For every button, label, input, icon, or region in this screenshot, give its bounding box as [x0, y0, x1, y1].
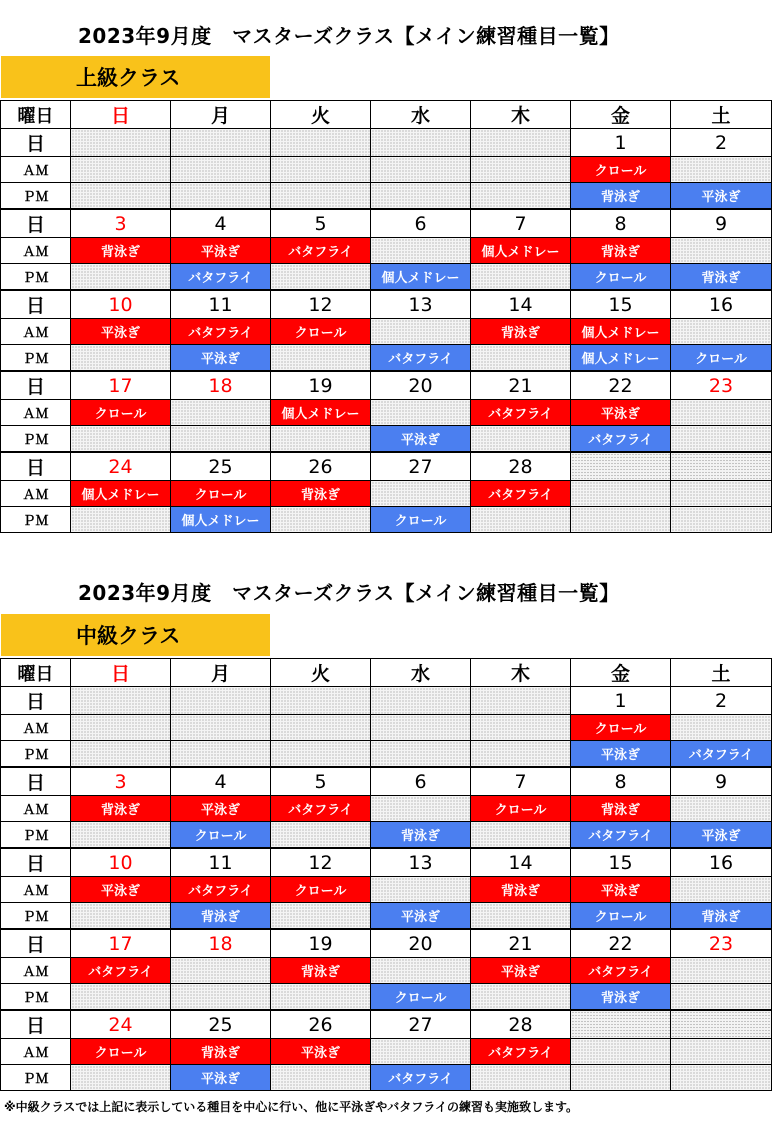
date-cell: 13 [371, 290, 471, 319]
am-session-cell: バタフライ [171, 877, 271, 903]
pm-session-cell [71, 426, 171, 453]
pm-session-cell: クロール [571, 903, 671, 930]
date-row-label: 日 [1, 209, 71, 238]
pm-session-cell: クロール [671, 345, 772, 372]
am-row-label: ＡＭ [1, 238, 71, 264]
date-cell: 24 [71, 452, 171, 481]
date-cell [571, 1010, 671, 1039]
pm-session-cell [271, 903, 371, 930]
pm-session-cell: 個人メドレー [171, 507, 271, 533]
date-row-label: 日 [1, 129, 71, 157]
date-cell: 10 [71, 290, 171, 319]
weekday-header-cell: 金 [571, 659, 671, 687]
am-session-cell [371, 715, 471, 741]
pm-session-cell: バタフライ [371, 1065, 471, 1091]
weekday-header-cell: 金 [571, 101, 671, 129]
weekday-header-row [1, 659, 772, 687]
weekday-header-row [1, 101, 772, 129]
pm-session-cell [171, 183, 271, 210]
pm-row [1, 426, 772, 453]
weekday-header-cell: 日 [71, 659, 171, 687]
am-session-cell [171, 157, 271, 183]
pm-session-cell [71, 264, 171, 291]
date-cell [271, 129, 371, 157]
date-cell: 23 [671, 371, 772, 400]
weekday-header-cell: 木 [471, 659, 571, 687]
pm-row [1, 1065, 772, 1091]
date-cell: 25 [171, 1010, 271, 1039]
pm-session-cell [471, 822, 571, 849]
pm-session-cell: 背泳ぎ [171, 903, 271, 930]
pm-row [1, 822, 772, 849]
date-row-label: 日 [1, 290, 71, 319]
am-session-cell: 平泳ぎ [571, 400, 671, 426]
schedule-table-intermediate [0, 658, 772, 1091]
date-cell: 26 [271, 452, 371, 481]
date-cell: 27 [371, 452, 471, 481]
date-row-label: 日 [1, 687, 71, 715]
am-session-cell: 個人メドレー [571, 319, 671, 345]
pm-session-cell [271, 426, 371, 453]
am-row [1, 796, 772, 822]
date-cell: 16 [671, 848, 772, 877]
am-row [1, 958, 772, 984]
date-cell: 1 [571, 687, 671, 715]
am-session-cell: バタフライ [271, 796, 371, 822]
pm-session-cell [671, 507, 772, 533]
am-session-cell [471, 157, 571, 183]
am-session-cell [371, 319, 471, 345]
pm-row-label: ＰＭ [1, 264, 71, 291]
date-cell: 24 [71, 1010, 171, 1039]
pm-row [1, 264, 772, 291]
date-cell: 27 [371, 1010, 471, 1039]
footnote: ※中級クラスでは上記に表示している種目を中心に行い、他に平泳ぎやバタフライの練習も実施致します。 [4, 1100, 578, 1114]
am-session-cell [371, 481, 471, 507]
date-row [1, 767, 772, 796]
am-row-label: ＡＭ [1, 400, 71, 426]
pm-session-cell: クロール [371, 984, 471, 1011]
date-row [1, 929, 772, 958]
date-cell: 18 [171, 371, 271, 400]
pm-session-cell: 平泳ぎ [671, 822, 772, 849]
weekday-header-cell: 月 [171, 659, 271, 687]
schedule-table-advanced [0, 100, 772, 533]
am-session-cell: 背泳ぎ [271, 958, 371, 984]
pm-row [1, 903, 772, 930]
pm-row [1, 507, 772, 533]
date-cell: 18 [171, 929, 271, 958]
am-row [1, 1039, 772, 1065]
pm-session-cell: 背泳ぎ [371, 822, 471, 849]
am-row [1, 238, 772, 264]
date-cell: 17 [71, 371, 171, 400]
am-row-label: ＡＭ [1, 1039, 71, 1065]
am-session-cell [671, 400, 772, 426]
date-cell: 15 [571, 290, 671, 319]
am-session-cell [371, 238, 471, 264]
weekday-header-cell: 火 [271, 101, 371, 129]
am-row-label: ＡＭ [1, 715, 71, 741]
pm-session-cell: 平泳ぎ [171, 345, 271, 372]
date-cell [171, 687, 271, 715]
date-row-label: 日 [1, 371, 71, 400]
pm-session-cell: バタフライ [171, 264, 271, 291]
pm-session-cell [371, 741, 471, 768]
am-row-label: ＡＭ [1, 877, 71, 903]
am-session-cell: クロール [471, 796, 571, 822]
date-row [1, 371, 772, 400]
date-cell: 11 [171, 290, 271, 319]
am-row-label: ＡＭ [1, 958, 71, 984]
pm-session-cell [71, 822, 171, 849]
date-cell: 7 [471, 767, 571, 796]
section-title: 2023年9月度 マスターズクラス【メイン練習種目一覧】 [78, 24, 620, 48]
am-session-cell: 背泳ぎ [471, 319, 571, 345]
date-cell: 21 [471, 371, 571, 400]
date-cell: 5 [271, 767, 371, 796]
section-title: 2023年9月度 マスターズクラス【メイン練習種目一覧】 [78, 581, 620, 605]
am-session-cell [671, 238, 772, 264]
pm-row-label: ＰＭ [1, 507, 71, 533]
am-row-label: ＡＭ [1, 319, 71, 345]
weekday-header-cell: 月 [171, 101, 271, 129]
date-cell: 12 [271, 290, 371, 319]
am-session-cell: バタフライ [471, 481, 571, 507]
am-row [1, 715, 772, 741]
date-cell: 8 [571, 209, 671, 238]
date-cell: 19 [271, 371, 371, 400]
am-session-cell [71, 715, 171, 741]
date-cell: 11 [171, 848, 271, 877]
am-session-cell [371, 958, 471, 984]
weekday-header-label: 曜日 [1, 101, 71, 129]
am-session-cell: 個人メドレー [71, 481, 171, 507]
date-cell: 20 [371, 371, 471, 400]
date-cell: 8 [571, 767, 671, 796]
date-cell: 4 [171, 209, 271, 238]
pm-row-label: ＰＭ [1, 822, 71, 849]
date-cell: 9 [671, 767, 772, 796]
pm-session-cell: 背泳ぎ [671, 903, 772, 930]
am-session-cell: 背泳ぎ [171, 1039, 271, 1065]
pm-session-cell [271, 822, 371, 849]
pm-session-cell: クロール [571, 264, 671, 291]
am-session-cell: バタフライ [471, 400, 571, 426]
am-session-cell [371, 796, 471, 822]
am-session-cell: クロール [271, 319, 371, 345]
pm-session-cell [271, 345, 371, 372]
pm-session-cell [571, 1065, 671, 1091]
pm-session-cell [671, 984, 772, 1011]
pm-session-cell [71, 183, 171, 210]
am-session-cell [371, 400, 471, 426]
pm-row-label: ＰＭ [1, 741, 71, 768]
date-cell [671, 452, 772, 481]
pm-session-cell [171, 741, 271, 768]
pm-row-label: ＰＭ [1, 984, 71, 1011]
weekday-header-label: 曜日 [1, 659, 71, 687]
date-cell: 12 [271, 848, 371, 877]
date-cell: 5 [271, 209, 371, 238]
date-row [1, 209, 772, 238]
date-cell [71, 687, 171, 715]
pm-session-cell: 背泳ぎ [571, 984, 671, 1011]
am-session-cell [271, 715, 371, 741]
pm-session-cell [71, 507, 171, 533]
pm-session-cell [471, 903, 571, 930]
class-badge: 中級クラス [1, 614, 270, 656]
weekday-header-cell: 木 [471, 101, 571, 129]
date-row-label: 日 [1, 1010, 71, 1039]
pm-session-cell: 平泳ぎ [171, 1065, 271, 1091]
pm-session-cell: バタフライ [571, 822, 671, 849]
weekday-header-cell: 土 [671, 101, 772, 129]
am-session-cell [171, 715, 271, 741]
am-session-cell: 背泳ぎ [71, 238, 171, 264]
am-row [1, 481, 772, 507]
am-session-cell [671, 877, 772, 903]
am-session-cell [671, 1039, 772, 1065]
pm-session-cell [271, 183, 371, 210]
date-cell [471, 687, 571, 715]
date-cell: 25 [171, 452, 271, 481]
pm-session-cell [271, 741, 371, 768]
am-row [1, 877, 772, 903]
pm-row [1, 984, 772, 1011]
pm-session-cell: バタフライ [371, 345, 471, 372]
pm-session-cell: バタフライ [571, 426, 671, 453]
date-cell: 7 [471, 209, 571, 238]
pm-session-cell: 平泳ぎ [371, 903, 471, 930]
pm-session-cell [471, 507, 571, 533]
pm-session-cell [71, 345, 171, 372]
date-row [1, 452, 772, 481]
date-cell [71, 129, 171, 157]
date-cell: 6 [371, 767, 471, 796]
am-session-cell: 平泳ぎ [71, 877, 171, 903]
am-session-cell [471, 715, 571, 741]
pm-session-cell: 背泳ぎ [571, 183, 671, 210]
am-session-cell: 背泳ぎ [571, 238, 671, 264]
am-session-cell [671, 481, 772, 507]
pm-row [1, 183, 772, 210]
am-session-cell: クロール [571, 157, 671, 183]
date-cell: 20 [371, 929, 471, 958]
am-session-cell [171, 958, 271, 984]
am-session-cell: クロール [71, 1039, 171, 1065]
pm-session-cell [71, 1065, 171, 1091]
am-session-cell [271, 157, 371, 183]
am-session-cell: バタフライ [271, 238, 371, 264]
date-cell [671, 1010, 772, 1039]
am-session-cell: 背泳ぎ [71, 796, 171, 822]
am-session-cell: バタフライ [471, 1039, 571, 1065]
am-session-cell [71, 157, 171, 183]
am-session-cell [571, 1039, 671, 1065]
pm-session-cell [671, 426, 772, 453]
weekday-header-cell: 火 [271, 659, 371, 687]
am-row-label: ＡＭ [1, 157, 71, 183]
date-row-label: 日 [1, 452, 71, 481]
date-row-label: 日 [1, 848, 71, 877]
date-cell: 14 [471, 848, 571, 877]
pm-session-cell [171, 984, 271, 1011]
am-session-cell: バタフライ [571, 958, 671, 984]
weekday-header-cell: 日 [71, 101, 171, 129]
am-session-cell: クロール [571, 715, 671, 741]
class-badge: 上級クラス [1, 56, 270, 98]
pm-session-cell [471, 741, 571, 768]
am-session-cell: 平泳ぎ [171, 796, 271, 822]
am-session-cell [371, 157, 471, 183]
pm-session-cell: 平泳ぎ [371, 426, 471, 453]
pm-session-cell [271, 984, 371, 1011]
am-session-cell [171, 400, 271, 426]
date-row [1, 848, 772, 877]
pm-row-label: ＰＭ [1, 183, 71, 210]
pm-session-cell [571, 507, 671, 533]
pm-session-cell [671, 1065, 772, 1091]
am-session-cell [671, 319, 772, 345]
am-session-cell: バタフライ [171, 319, 271, 345]
am-row-label: ＡＭ [1, 796, 71, 822]
am-session-cell: 平泳ぎ [471, 958, 571, 984]
am-session-cell: 平泳ぎ [171, 238, 271, 264]
am-session-cell [371, 1039, 471, 1065]
pm-session-cell [371, 183, 471, 210]
date-cell: 13 [371, 848, 471, 877]
pm-session-cell [471, 426, 571, 453]
am-session-cell: 平泳ぎ [271, 1039, 371, 1065]
am-session-cell: 背泳ぎ [271, 481, 371, 507]
am-session-cell: クロール [271, 877, 371, 903]
pm-session-cell [471, 264, 571, 291]
date-cell [371, 687, 471, 715]
date-cell [471, 129, 571, 157]
am-row-label: ＡＭ [1, 481, 71, 507]
pm-session-cell [71, 903, 171, 930]
pm-session-cell: 個人メドレー [571, 345, 671, 372]
weekday-header-cell: 土 [671, 659, 772, 687]
pm-session-cell [271, 507, 371, 533]
am-session-cell: 個人メドレー [271, 400, 371, 426]
am-session-cell: 背泳ぎ [471, 877, 571, 903]
pm-session-cell [471, 183, 571, 210]
date-cell: 2 [671, 687, 772, 715]
am-session-cell [671, 958, 772, 984]
am-session-cell [671, 715, 772, 741]
am-session-cell [671, 157, 772, 183]
date-cell: 21 [471, 929, 571, 958]
am-session-cell: 背泳ぎ [571, 796, 671, 822]
date-cell: 9 [671, 209, 772, 238]
date-cell: 3 [71, 767, 171, 796]
am-row [1, 319, 772, 345]
pm-row-label: ＰＭ [1, 426, 71, 453]
date-cell: 23 [671, 929, 772, 958]
date-row [1, 129, 772, 157]
pm-session-cell: クロール [171, 822, 271, 849]
date-cell: 19 [271, 929, 371, 958]
date-cell [571, 452, 671, 481]
date-cell: 3 [71, 209, 171, 238]
pm-session-cell [171, 426, 271, 453]
date-row [1, 1010, 772, 1039]
pm-session-cell [471, 984, 571, 1011]
date-cell: 22 [571, 929, 671, 958]
date-cell: 4 [171, 767, 271, 796]
am-session-cell [571, 481, 671, 507]
pm-row-label: ＰＭ [1, 1065, 71, 1091]
pm-row [1, 741, 772, 768]
am-row [1, 157, 772, 183]
am-session-cell: クロール [171, 481, 271, 507]
date-cell: 16 [671, 290, 772, 319]
am-session-cell: 平泳ぎ [71, 319, 171, 345]
weekday-header-cell: 水 [371, 659, 471, 687]
am-session-cell: 個人メドレー [471, 238, 571, 264]
date-row [1, 687, 772, 715]
am-session-cell: バタフライ [71, 958, 171, 984]
pm-row-label: ＰＭ [1, 345, 71, 372]
pm-session-cell [271, 1065, 371, 1091]
date-cell [271, 687, 371, 715]
pm-session-cell [71, 741, 171, 768]
weekday-header-cell: 水 [371, 101, 471, 129]
pm-session-cell: 個人メドレー [371, 264, 471, 291]
pm-session-cell [471, 1065, 571, 1091]
pm-session-cell [271, 264, 371, 291]
date-cell: 26 [271, 1010, 371, 1039]
date-cell: 22 [571, 371, 671, 400]
pm-row-label: ＰＭ [1, 903, 71, 930]
date-cell: 28 [471, 1010, 571, 1039]
date-row [1, 290, 772, 319]
date-cell: 28 [471, 452, 571, 481]
pm-session-cell: 背泳ぎ [671, 264, 772, 291]
date-cell: 6 [371, 209, 471, 238]
am-session-cell: 平泳ぎ [571, 877, 671, 903]
pm-session-cell: 平泳ぎ [571, 741, 671, 768]
date-cell: 15 [571, 848, 671, 877]
pm-session-cell: バタフライ [671, 741, 772, 768]
date-row-label: 日 [1, 929, 71, 958]
date-cell: 2 [671, 129, 772, 157]
pm-session-cell [71, 984, 171, 1011]
date-cell [171, 129, 271, 157]
date-cell [371, 129, 471, 157]
pm-session-cell [471, 345, 571, 372]
am-session-cell: クロール [71, 400, 171, 426]
date-cell: 1 [571, 129, 671, 157]
date-row-label: 日 [1, 767, 71, 796]
pm-session-cell: 平泳ぎ [671, 183, 772, 210]
date-cell: 14 [471, 290, 571, 319]
pm-session-cell: クロール [371, 507, 471, 533]
date-cell: 10 [71, 848, 171, 877]
date-cell: 17 [71, 929, 171, 958]
am-session-cell [371, 877, 471, 903]
am-row [1, 400, 772, 426]
pm-row [1, 345, 772, 372]
am-session-cell [671, 796, 772, 822]
